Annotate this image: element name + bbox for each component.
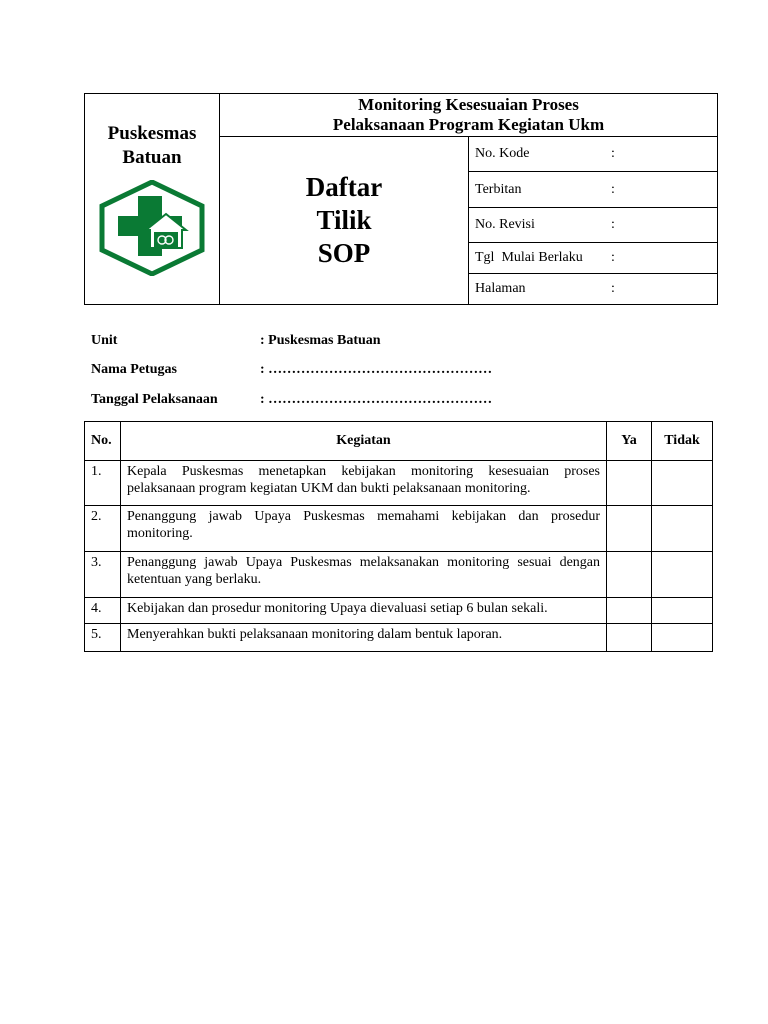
org-name: Puskesmas Batuan — [107, 123, 197, 168]
table-row — [85, 598, 713, 624]
no-checkbox-cell[interactable] — [652, 598, 713, 624]
document-header — [84, 93, 718, 305]
row-activity: Kebijakan dan prosedur monitoring Upaya dievaluasi setiap 6 bulan sekali. — [121, 598, 607, 624]
meta-row-terbitan: Terbitan : — [469, 172, 718, 208]
yes-checkbox-cell[interactable] — [607, 461, 652, 506]
row-activity: Kepala Puskesmas menetapkan kebijakan monitoring kesesuaian proses pelaksanaan program kegiatan UKM dan bukti pelaksanaan monitoring. — [121, 461, 607, 506]
row-number: 3. — [85, 552, 121, 598]
no-checkbox-cell[interactable] — [652, 624, 713, 652]
puskesmas-logo-icon — [98, 180, 206, 276]
document-type: Daftar Tilik SOP — [220, 137, 469, 305]
row-number: 5. — [85, 624, 121, 652]
row-activity: Menyerahkan bukti pelaksanaan monitoring dalam bentuk laporan. — [121, 624, 607, 652]
row-number: 2. — [85, 506, 121, 552]
yes-checkbox-cell[interactable] — [607, 552, 652, 598]
row-activity: Penanggung jawab Upaya Puskesmas memahami kebijakan dan prosedur monitoring. — [121, 506, 607, 552]
info-tanggal-pelaksanaan: Tanggal Pelaksanaan : ………………………………………… — [91, 392, 493, 407]
meta-row-revisi: No. Revisi : — [469, 208, 718, 243]
no-checkbox-cell[interactable] — [652, 461, 713, 506]
checklist-table — [84, 421, 713, 652]
document-title: Monitoring Kesesuaian Proses Pelaksanaan Program Kegiatan Ukm — [220, 94, 718, 137]
table-row — [85, 552, 713, 598]
no-checkbox-cell[interactable] — [652, 506, 713, 552]
no-checkbox-cell[interactable] — [652, 552, 713, 598]
row-number: 4. — [85, 598, 121, 624]
header-no-col: Tidak — [652, 422, 713, 461]
meta-row-halaman: Halaman : — [469, 274, 718, 305]
yes-checkbox-cell[interactable] — [607, 624, 652, 652]
table-row — [85, 624, 713, 652]
row-activity: Penanggung jawab Upaya Puskesmas melaksanakan monitoring sesuai dengan ketentuan yang berlaku. — [121, 552, 607, 598]
meta-row-kode: No. Kode : — [469, 137, 718, 172]
row-number: 1. — [85, 461, 121, 506]
checklist-header-row — [85, 422, 713, 461]
header-no: No. — [85, 422, 121, 461]
table-row — [85, 506, 713, 552]
yes-checkbox-cell[interactable] — [607, 506, 652, 552]
header-activity: Kegiatan — [121, 422, 607, 461]
org-cell — [85, 94, 220, 305]
info-unit: Unit : Puskesmas Batuan — [91, 333, 381, 348]
yes-checkbox-cell[interactable] — [607, 598, 652, 624]
info-nama-petugas: Nama Petugas : ………………………………………… — [91, 362, 493, 377]
table-row — [85, 461, 713, 506]
meta-row-tgl-berlaku: Tgl Mulai Berlaku : — [469, 243, 718, 274]
header-yes: Ya — [607, 422, 652, 461]
